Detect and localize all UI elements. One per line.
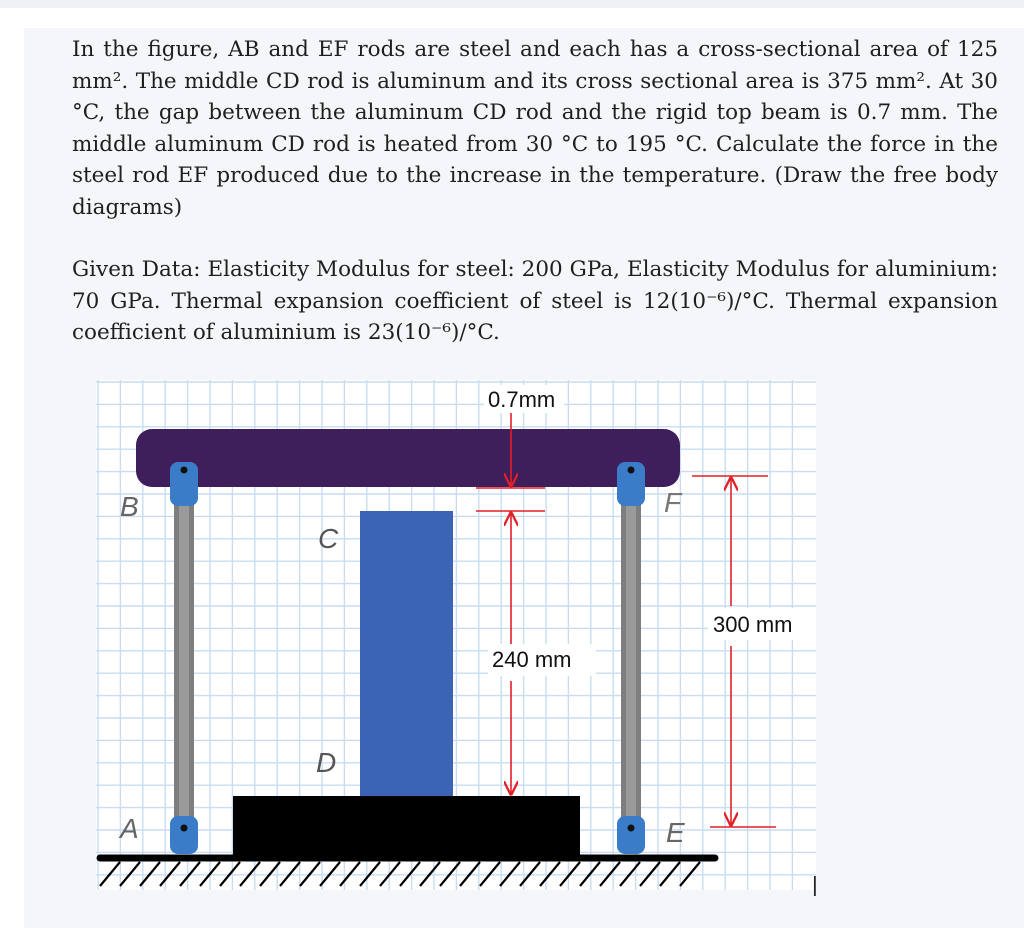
label-f: F: [664, 487, 682, 518]
stray-mark: |: [812, 872, 818, 896]
pin-a: [170, 816, 198, 854]
pin-e-hole: [628, 825, 635, 832]
pin-a-hole: [181, 825, 188, 832]
label-d: D: [316, 747, 337, 778]
problem-statement: In the figure, AB and EF rods are steel and each has a cross-sectional area of 125 mm². The middle CD rod is aluminum and its cross sectional area is 375 mm². At 30 °C, the gap between the aluminum CD rod and the rigid top beam is 0.7 mm. The middle aluminum CD rod is heated from 30 °C to 195 °C. Calculate the force in the steel rod EF produced due to the increase in the temperature. (Draw the free body diagrams): [72, 37, 998, 220]
aluminum-rod-cd: [360, 511, 453, 796]
gap-label: 0.7mm: [488, 387, 556, 412]
label-c: C: [318, 523, 339, 554]
steel-length-label: 300 mm: [713, 612, 793, 637]
top-strip: [0, 0, 1024, 8]
rod-length-label: 240 mm: [492, 647, 572, 672]
label-a: A: [120, 813, 139, 844]
rigid-top-beam: [136, 429, 680, 487]
pin-b-hole: [181, 467, 188, 474]
base-block: [233, 796, 580, 856]
beam-rod-diagram: [90, 376, 830, 896]
label-b: B: [120, 491, 139, 522]
given-data: Given Data: Elasticity Modulus for steel: 200 GPa, Elasticity Modulus for aluminium: 70 GPa. Thermal expansion coefficient of steel is 12(10⁻⁶)/°C. Thermal expansion coefficient of aluminium is 23(10⁻⁶)/°C.: [72, 257, 998, 345]
pin-e: [617, 816, 645, 854]
steel-rod-ef-highlight: [626, 502, 636, 820]
steel-rod-ab-highlight: [179, 502, 189, 820]
label-e: E: [666, 817, 685, 848]
figure: [90, 376, 830, 896]
pin-f-hole: [628, 467, 635, 474]
